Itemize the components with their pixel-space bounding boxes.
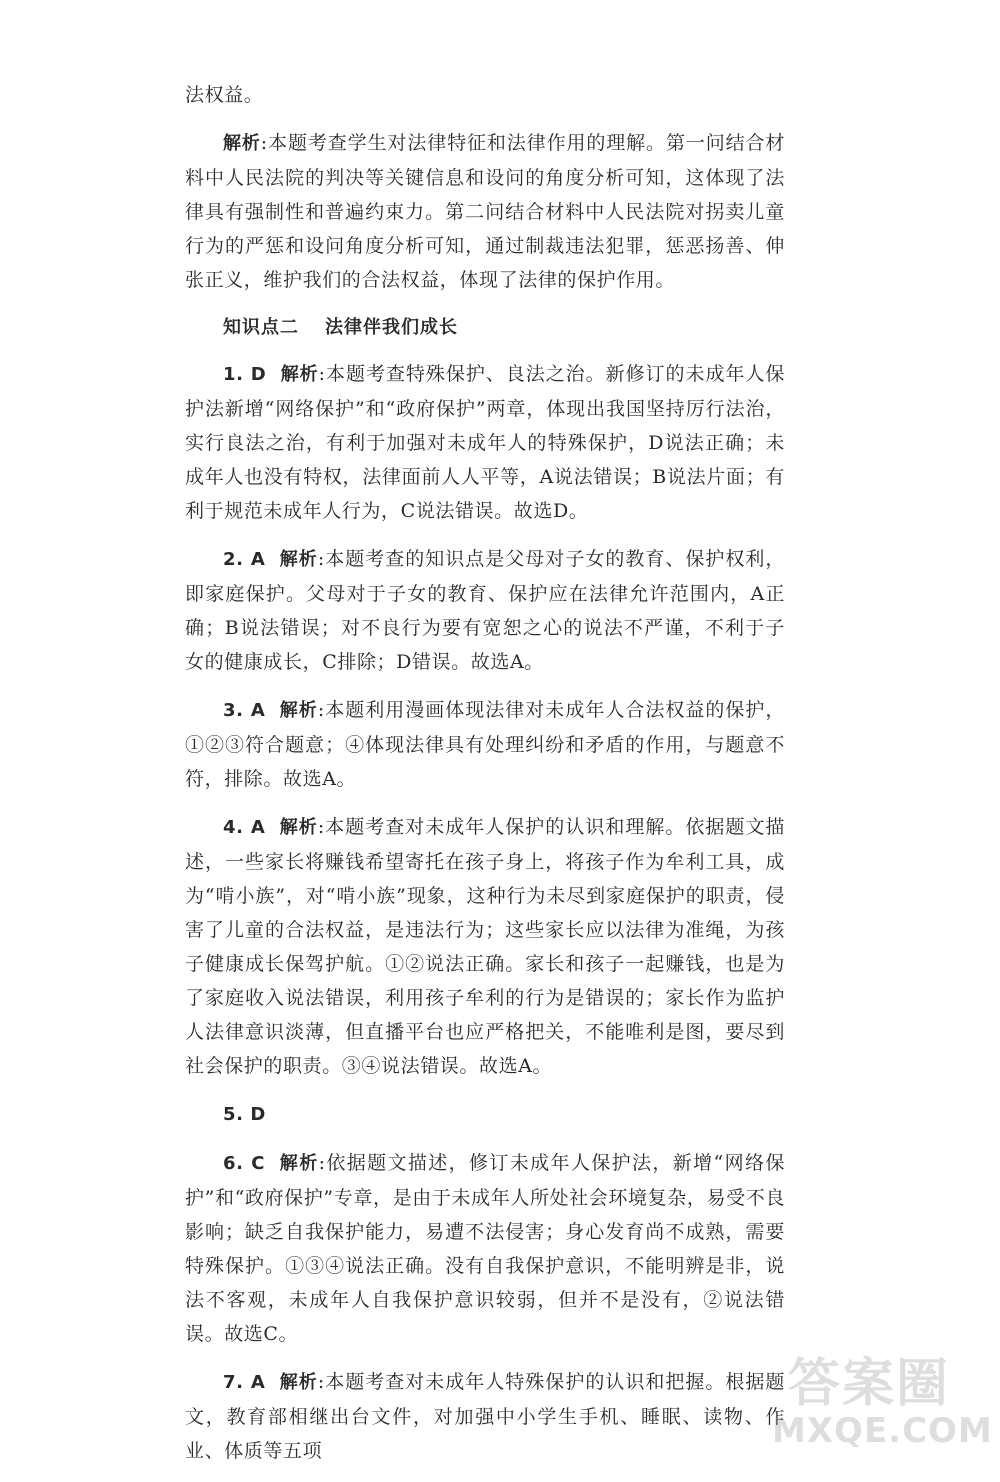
answer-item-1 [185,357,785,528]
answer-number: 4. A [223,817,266,838]
section-title-text: 法律伴我们成长 [325,317,458,338]
answer-item-6 [185,1146,785,1351]
answer-number: 2. A [223,549,266,570]
analysis-label: 解析 [279,1153,319,1174]
answer-number: 3. A [223,700,266,721]
section-number: 知识点二 [223,317,299,338]
answer-number: 7. A [223,1372,266,1393]
section-heading [223,311,785,345]
analysis-label: 解析 [279,700,318,721]
document-page [185,78,785,1482]
answer-number: 1. D [223,364,267,385]
analysis-text: :本题考查的知识点是父母对子女的教育、保护权利，即家庭保护。父母对于子女的教育、保护应在法律允许范围内，A正确；B说法错误；对不良行为要有宽恕之心的说法不严谨，不利于子女的健康成长，C排除；D错误。故选A。 [185,548,785,673]
analysis-label: 解析 [279,549,318,570]
site-watermark [758,1341,993,1461]
watermark-logo-text: 答案圈 [788,1354,951,1414]
answer-item-4 [185,810,785,1083]
analysis-text: :本题考查对未成年人特殊保护的认识和把握。根据题文，教育部相继出台文件，对加强中小学生手机、睡眠、读物、作业、体质等五项 [185,1371,785,1462]
intro-tail: 法权益。 [185,84,264,106]
analysis-label: 解析 [223,133,261,154]
analysis-label: 解析 [279,1372,318,1393]
analysis-text: :本题考查学生对法律特征和法律作用的理解。第一问结合材料中人民法院的判决等关键信息和设问的角度分析可知，这体现了法律具有强制性和普遍约束力。第二问结合材料中人民法院对拐卖儿童行为的严惩和设问角度分析可知，通过制裁违法犯罪，惩恶扬善、伸张正义，维护我们的合法权益，体现了法律的保护作用。 [185,132,786,291]
analysis-text: :本题利用漫画体现法律对未成年人合法权益的保护，①②③符合题意；④体现法律具有处理纠纷和矛盾的作用，与题意不符，排除。故选A。 [185,699,785,790]
analysis-label: 解析 [280,364,319,385]
answer-number: 5. D [223,1104,266,1125]
intro-analysis [185,126,785,297]
answer-item-3 [185,693,785,796]
analysis-text: :本题考查对未成年人保护的认识和理解。依据题文描述，一些家长将赚钱希望寄托在孩子身上，将孩子作为牟利工具，成为“啃小族”，对“啃小族”现象，这种行为未尽到家庭保护的职责，侵害了儿童的合法权益，是违法行为；这些家长应以法律为准绳，为孩子健康成长保驾护航。①②说法正确。家长和孩子一起赚钱，也是为了家庭收入说法错误，利用孩子牟利的行为是错误的；家长作为监护人法律意识淡薄，但直播平台也应严格把关，不能唯利是图，要尽到社会保护的职责。③④说法错误。故选A。 [185,816,785,1077]
answer-item-2 [185,542,785,679]
answer-item-5 [185,1097,785,1132]
answer-number: 6. C [223,1153,266,1174]
analysis-label: 解析 [279,817,318,838]
answer-item-7 [185,1365,785,1468]
analysis-text: :依据题文描述，修订未成年人保护法，新增“网络保护”和“政府保护”专章，是由于未成年人所处社会环境复杂，易受不良影响；缺乏自我保护能力，易遭不法侵害；身心发育尚不成熟，需要特殊保护。①③④说法正确。没有自我保护意识，不能明辨是非，说法不客观，未成年人自我保护意识较弱，但并不是没有，②说法错误。故选C。 [185,1152,785,1345]
watermark-domain-text: MXQE.COM [772,1411,993,1451]
analysis-text: :本题考查特殊保护、良法之治。新修订的未成年人保护法新增“网络保护”和“政府保护”两章，体现出我国坚持厉行法治，实行良法之治，有利于加强对未成年人的特殊保护，D说法正确；未成年人也没有特权，法律面前人人平等，A说法错误；B说法片面；有利于规范未成年人行为，C说法错误。故选D。 [185,363,785,522]
